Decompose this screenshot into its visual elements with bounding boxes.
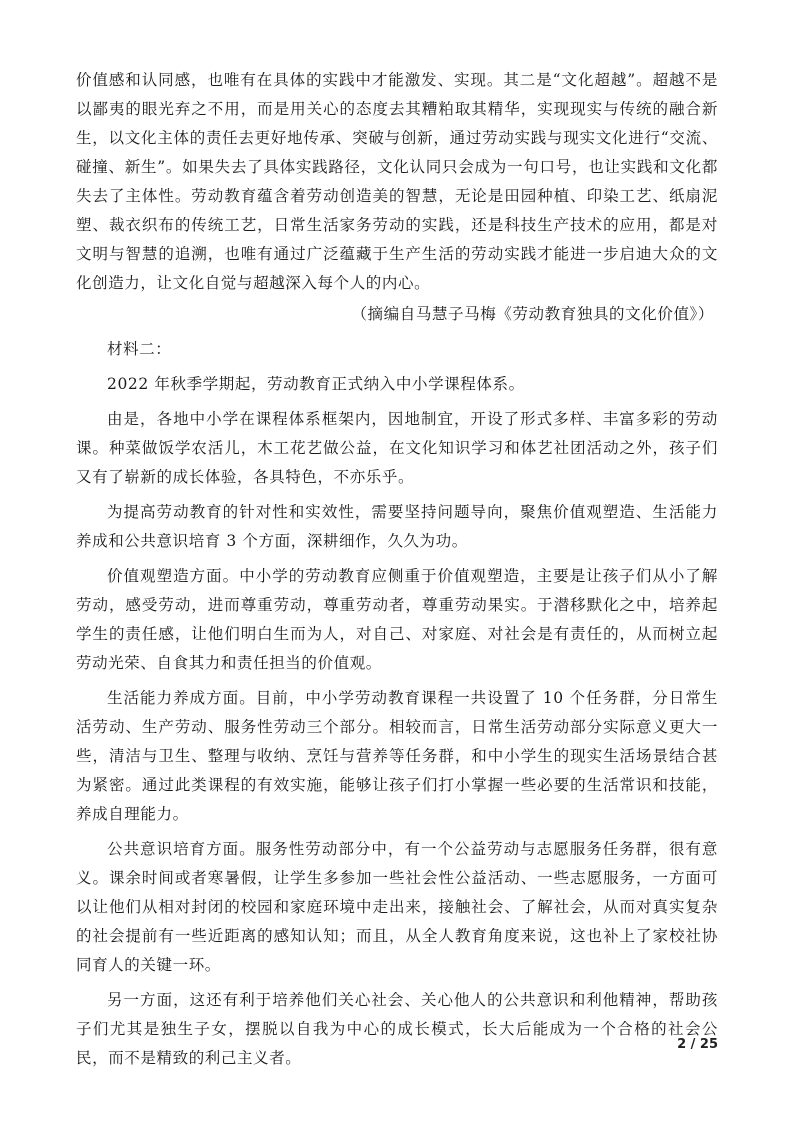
- paragraph: 价值观塑造方面。中小学的劳动教育应侧重于价值观塑造，主要是让孩子们从小了解劳动，感受劳动，进而尊重劳动，尊重劳动者，尊重劳动果实。于潜移默化之中，培养起学生的责任感，让他们明白生而为人，对自己、对家庭、对社会是有责任的，从而树立起劳动光荣、自食其力和责任担当的价值观。: [76, 567, 718, 672]
- paragraph: 由是，各地中小学在课程体系框架内，因地制宜，开设了形式多样、丰富多彩的劳动课。种菜做饭学农活儿，木工花艺做公益，在文化知识学习和体艺社团活动之外，孩子们又有了崭新的成长体验，各具特色，不亦乐乎。: [76, 410, 718, 486]
- source-citation: （摘编自马慧子马梅《劳动教育独具的文化价值》）: [351, 305, 714, 323]
- page-number: 2 / 25: [677, 1037, 718, 1052]
- document-body: [76, 66, 718, 1073]
- paragraph: 另一方面，这还有利于培养他们关心社会、关心他人的公共意识和利他精神，帮助孩子们尤其是独生子女，摆脱以自我为中心的成长模式，长大后能成为一个合格的社会公民，而不是精致的利己主义者。: [76, 991, 718, 1067]
- paragraph: 生活能力养成方面。目前，中小学劳动教育课程一共设置了 10 个任务群，分日常生活劳动、生产劳动、服务性劳动三个部分。相较而言，日常生活劳动部分实际意义更大一些，清洁与卫生、整理与收纳、烹饪与营养等任务群，和中小学生的现实生活场景结合甚为紧密。通过此类课程的有效实施，能够让孩子们打小掌握一些必要的生活常识和技能，养成自理能力。: [76, 689, 718, 823]
- paragraph: 2022 年秋季学期起，劳动教育正式纳入中小学课程体系。: [107, 375, 525, 393]
- paragraph: 公共意识培育方面。服务性劳动部分中，有一个公益劳动与志愿服务任务群，很有意义。课余时间或者寒暑假，让学生多参加一些社会性公益活动、一些志愿服务，一方面可以让他们从相对封闭的校园和家庭环境中走出来，接触社会、了解社会，从而对真实复杂的社会提前有一些近距离的感知认知；而且，从全人教育角度来说，这也补上了家校社协同育人的关键一环。: [76, 840, 718, 974]
- paragraph: 为提高劳动教育的针对性和实效性，需要坚持问题导向，聚焦价值观塑造、生活能力养成和公共意识培育 3 个方面，深耕细作，久久为功。: [76, 503, 718, 550]
- section-heading-material-2: 材料二：: [107, 340, 172, 358]
- paragraph-continuation: 价值感和认同感，也唯有在具体的实践中才能激发、实现。其二是“文化超越”。超越不是以鄙夷的眼光弃之不用，而是用关心的态度去其糟粕取其精华，实现现实与传统的融合新生，以文化主体的责任去更好地传承、突破与创新，通过劳动实践与现实文化进行“交流、碰撞、新生”。如果失去了具体实践路径，文化认同只会成为一句口号，也让实践和文化都失去了主体性。劳动教育蕴含着劳动创造美的智慧，无论是田园种植、印染工艺、纸扇泥塑、裁衣织布的传统工艺，日常生活家务劳动的实践，还是科技生产技术的应用，都是对文明与智慧的追溯，也唯有通过广泛蕴藏于生产生活的劳动实践才能进一步启迪大众的文化创造力，让文化自觉与超越深入每个人的内心。: [76, 71, 718, 292]
